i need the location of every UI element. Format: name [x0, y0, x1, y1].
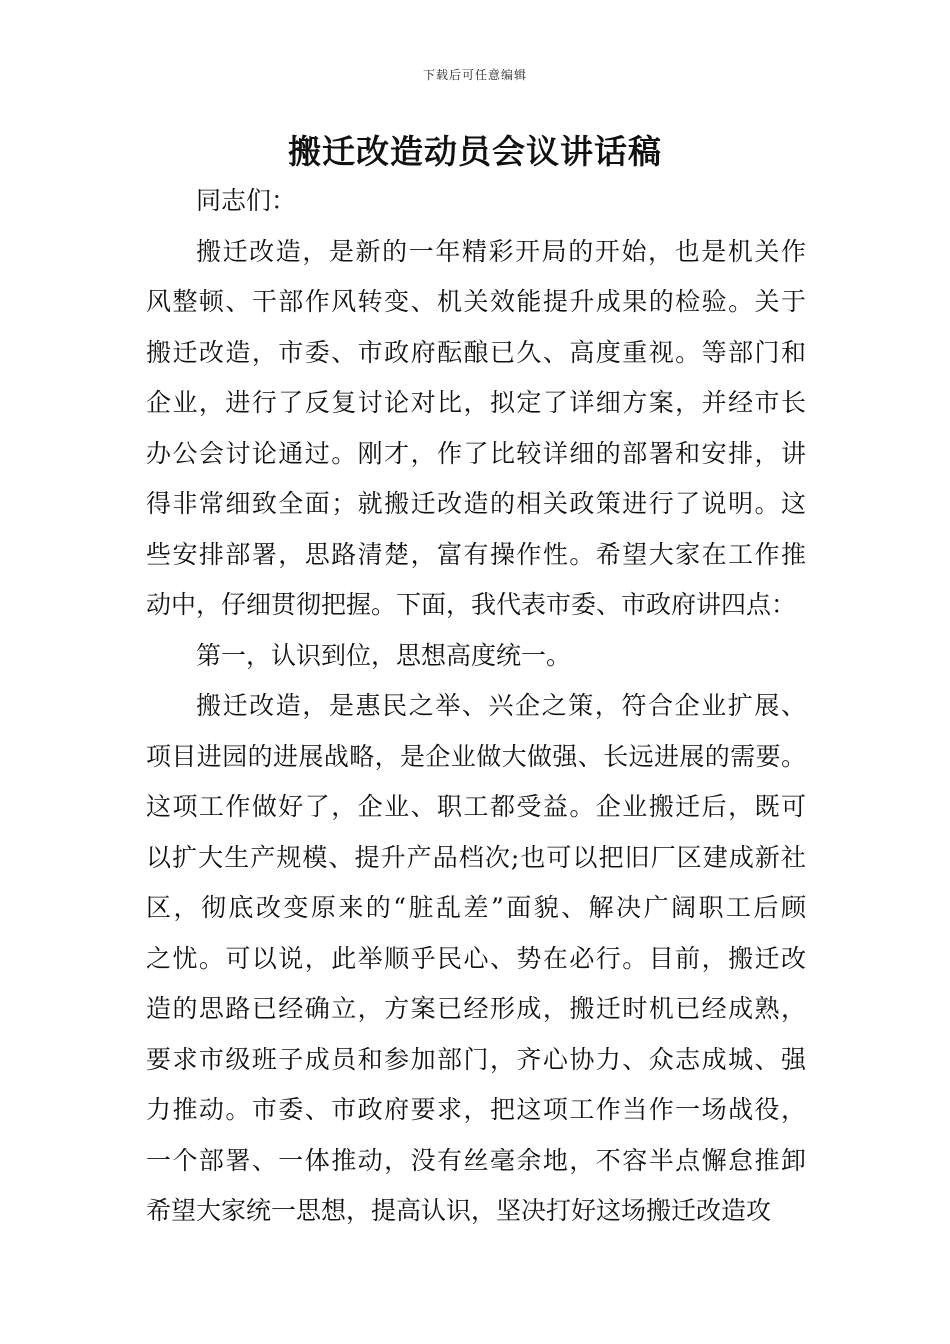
text-line: 项目进园的进展战略，是企业做大做强、长远进展的需要。: [146, 741, 806, 771]
text-line: 要求市级班子成员和参加部门，齐心协力、众志成城、强: [146, 1044, 806, 1074]
document-body: [146, 176, 806, 1237]
text-line: 动中，仔细贯彻把握。下面，我代表市委、市政府讲四点：: [146, 590, 797, 619]
paragraph-section-heading: [146, 631, 806, 682]
text-line: 风整顿、干部作风转变、机关效能提升成果的检验。关于: [146, 287, 806, 316]
text-line: 搬迁改造，是新的一年精彩开局的开始，也是机关作: [196, 236, 806, 266]
paragraph-greeting: [146, 176, 806, 227]
text-line: 区，彻底改变原来的“脏乱差”面貌、解决广阔职工后顾: [146, 893, 806, 922]
text-line: 这项工作做好了，企业、职工都受益。企业搬迁后，既可: [146, 792, 806, 821]
text-line: 得非常细致全面；就搬迁改造的相关政策进行了说明。这: [146, 489, 806, 518]
text-line: 第一，认识到位，思想高度统一。: [196, 640, 572, 670]
text-line: 搬迁改造，市委、市政府酝酿已久、高度重视。等部门和: [146, 337, 806, 367]
document-title: 搬迁改造动员会议讲话稿: [288, 132, 662, 171]
text-line: 搬迁改造，是惠民之举、兴企之策，符合企业扩展、: [196, 691, 806, 720]
text-line: 些安排部署，思路清楚，富有操作性。希望大家在工作推: [146, 539, 806, 569]
text-line: 同志们：: [196, 186, 297, 215]
text-line: 办公会讨论通过。刚才，作了比较详细的部署和安排，讲: [146, 438, 806, 468]
paragraph-section-body: [146, 681, 806, 1237]
text-line: 之忧。可以说，此举顺乎民心、势在必行。目前，搬迁改: [146, 943, 806, 973]
text-line: 造的思路已经确立，方案已经形成，搬迁时机已经成熟，: [146, 994, 806, 1023]
text-line: 力推动。市委、市政府要求，把这项工作当作一场战役，: [146, 1095, 806, 1124]
text-line: 一个部署、一体推动，没有丝毫余地，不容半点懈怠推卸: [146, 1145, 806, 1175]
text-line: 以扩大生产规模、提升产品档次;也可以把旧厂区建成新社: [146, 842, 806, 872]
text-line: 企业，进行了反复讨论对比，拟定了详细方案，并经市长: [146, 388, 806, 417]
paragraph-intro: [146, 227, 806, 631]
header-note: 下载后可任意编辑: [422, 68, 527, 82]
text-line: 希望大家统一思想，提高认识，坚决打好这场搬迁改造攻: [146, 1196, 772, 1225]
